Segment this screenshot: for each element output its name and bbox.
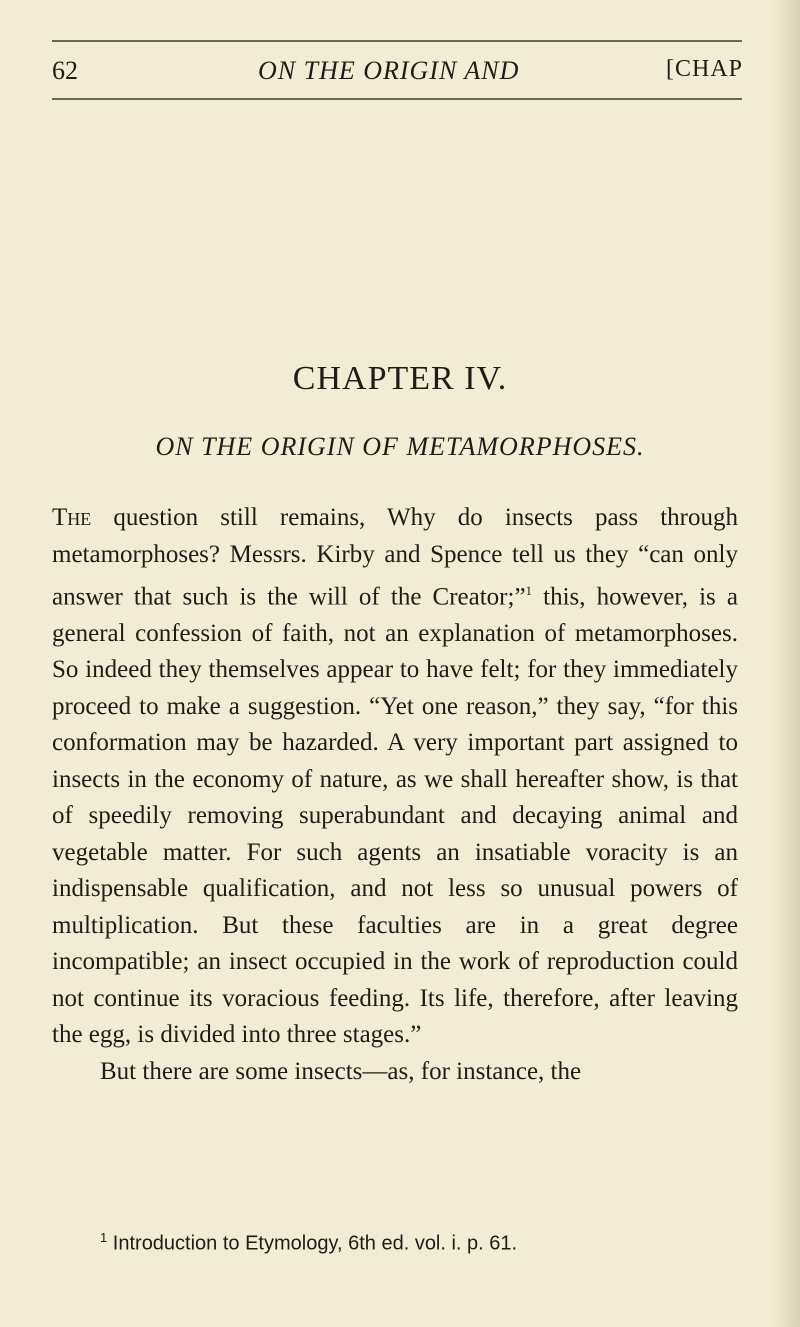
paragraph-1 [52,500,738,1054]
footnote-reference[interactable]: 1 [525,583,533,598]
paragraph-1-rest: this, however, is a general confession of faith, not an explanation of metamorphoses. So indeed they themselves appear to have felt; for they immediately proceed to make a suggestion. “Yet one reason,” they say, “for this conformation may be hazarded. A very important part assigned to insects in the economy of nature, as we shall hereafter show, is that of speedily removing superabundant and decaying animal and vegetable matter. For such agents an insatiable voracity is an indispensable qualification, and not less so unusual powers of multiplication. But these faculties are in a great degree incompatible; an insect occupied in the work of reproduction could not continue its voracious feeding. Its life, therefore, after leaving the egg, is divided into three stages.” [52,583,738,1049]
header-rule-top [52,40,742,42]
running-header [52,52,752,92]
chapter-heading: CHAPTER IV. [292,360,508,397]
paragraph-2: But there are some insects—as, for instance, the [100,1057,582,1085]
chapter-subtitle: ON THE ORIGIN OF METAMORPHOSES. [155,432,645,461]
paragraph-1-text: question still remains, Why do insects pass through metamorphoses? Messrs. Kirby and Spence tell us they “can only answer that such is the will of the Creator;” [52,504,738,611]
footnote [52,1230,738,1256]
chapter-mark: [CHAP [666,56,744,82]
footnote-marker: 1 [100,1230,108,1245]
footnote-text: Introduction to Etymology, 6th ed. vol. i. p. 61. [107,1232,518,1255]
header-rule-bottom [52,98,742,100]
page-number: 62 [52,56,78,85]
lead-word: The [52,504,92,531]
running-title: ON THE ORIGIN AND [258,56,520,85]
page-edge-shadow [770,0,800,1327]
body-text [52,500,738,1090]
